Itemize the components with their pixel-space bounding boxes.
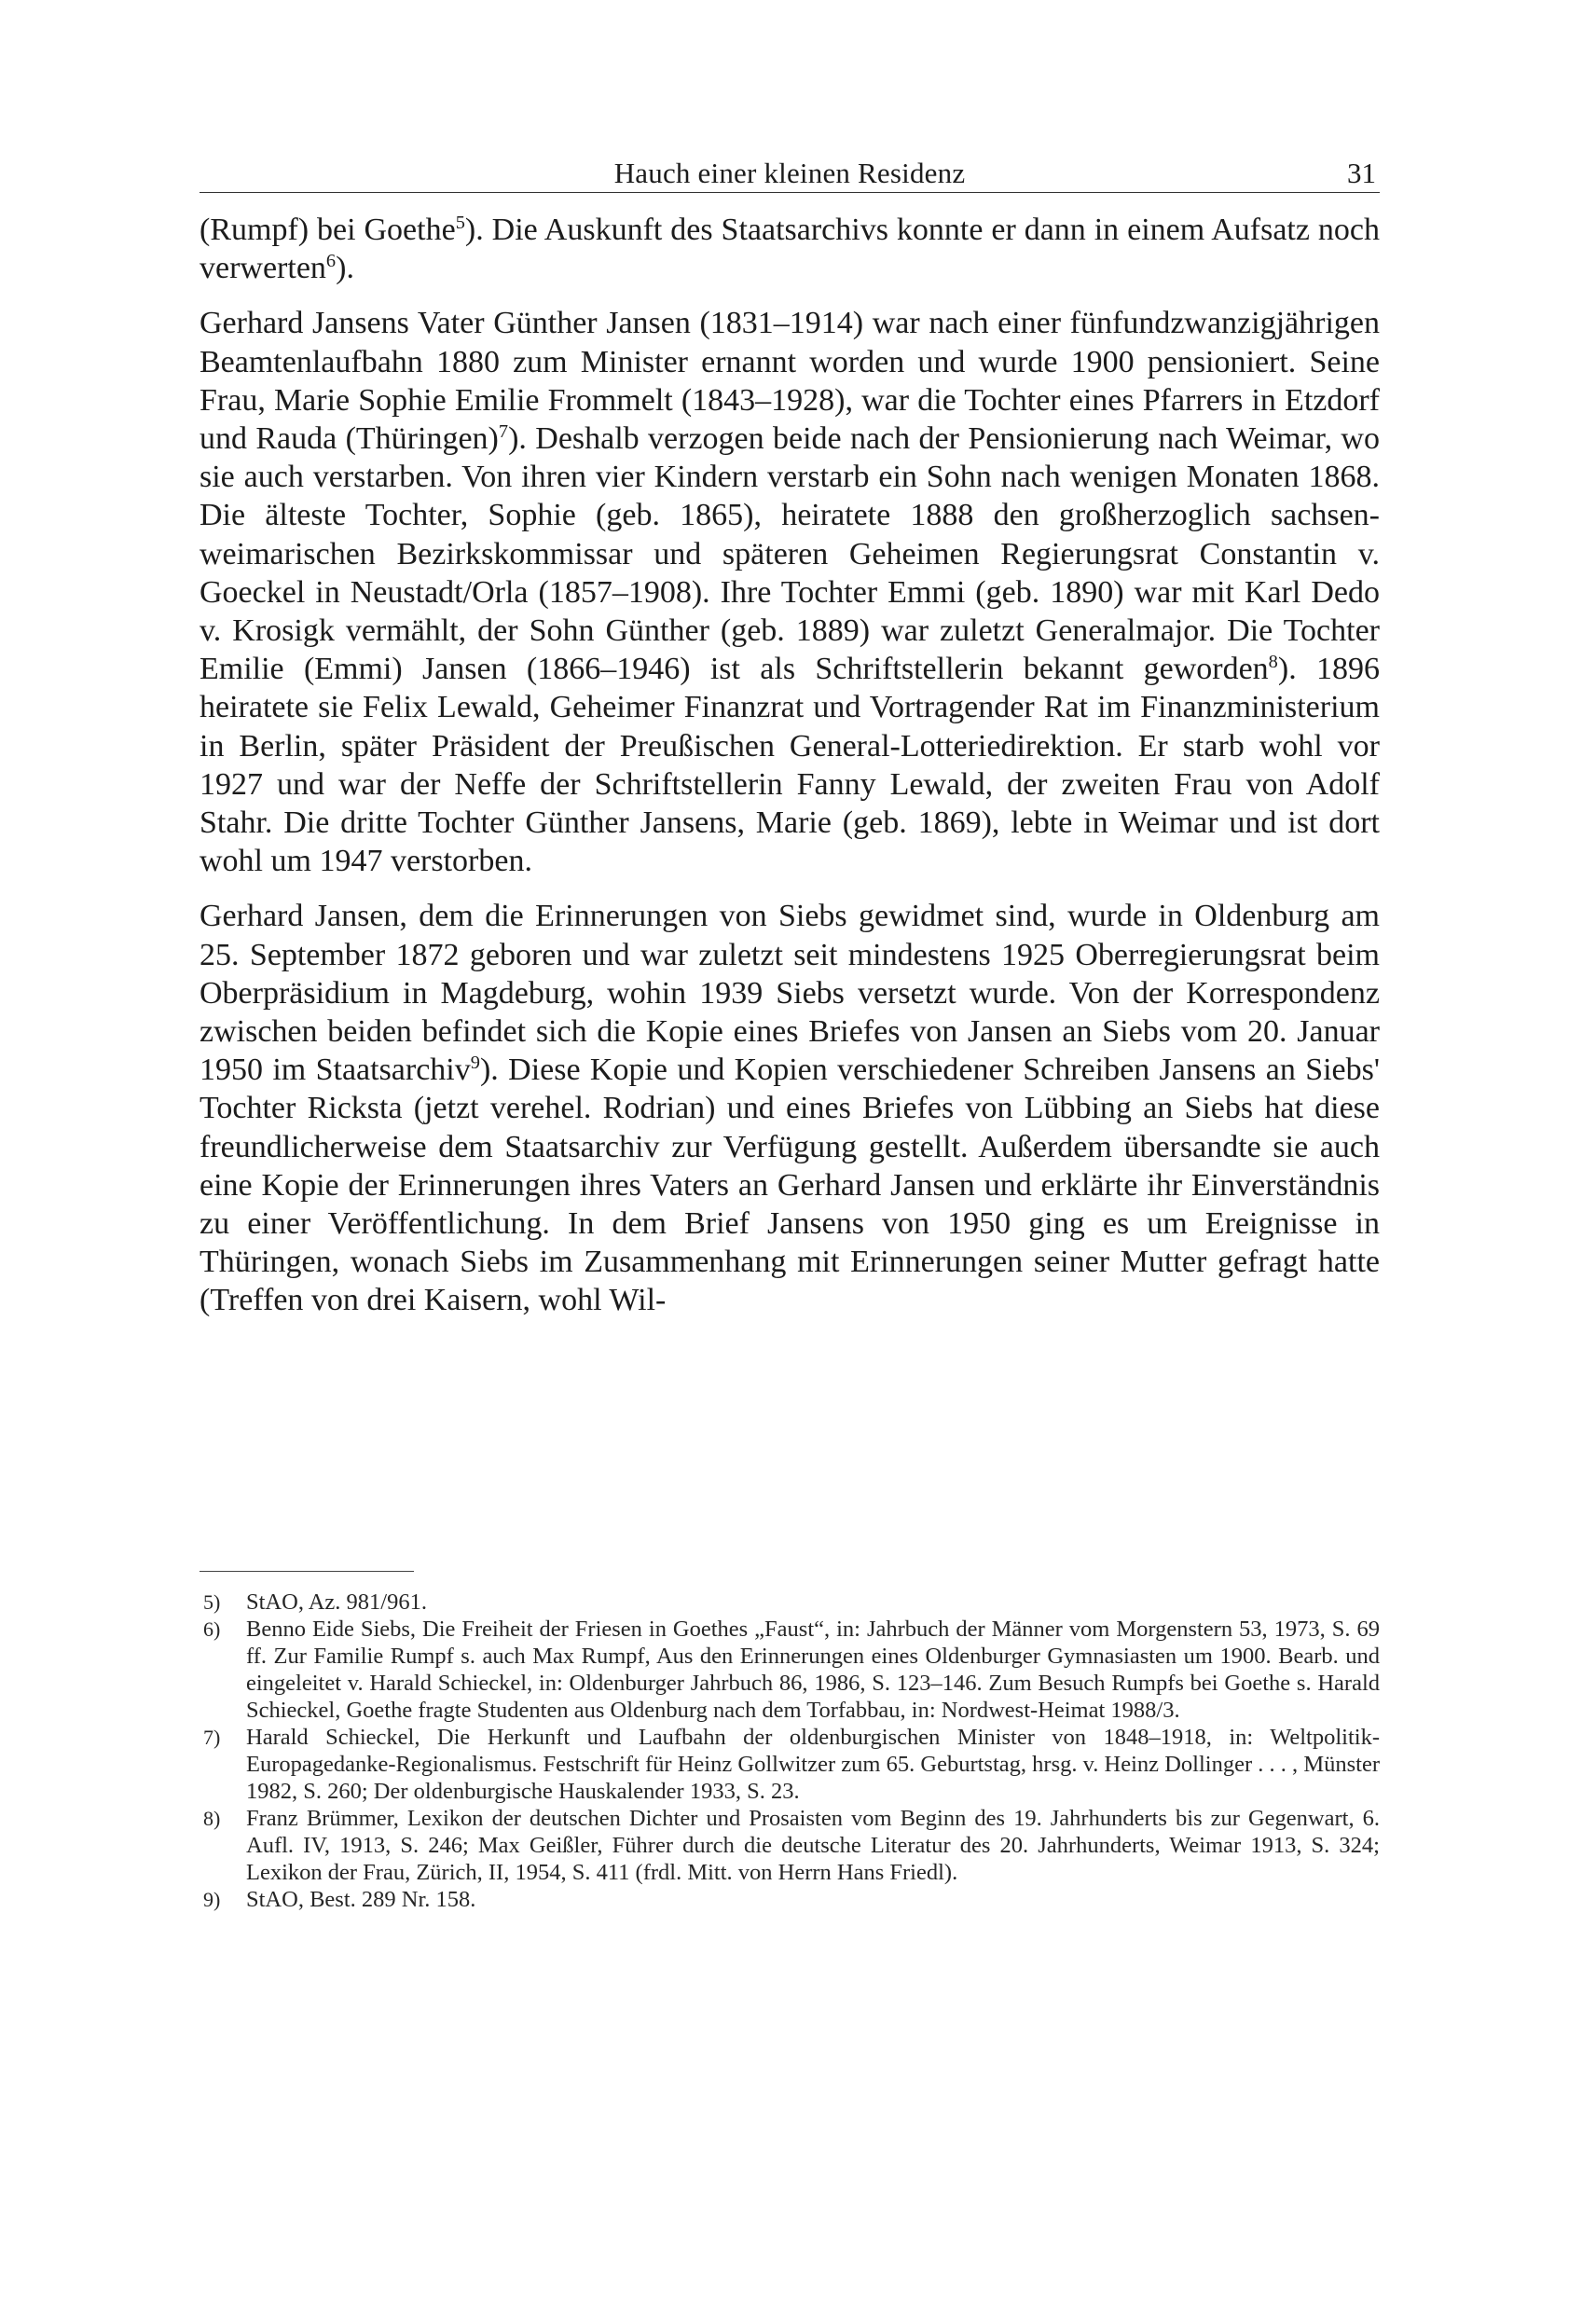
paragraph-text: ). 1896 heiratete sie Felix Lewald, Geheimer Finanzrat und Vortragender Rat im Finanzministerium in Berlin, später Präsident der Preußischen General-Lotteriedirektion. Er starb wohl vor 1927 und war der Neffe der Schriftstellerin Fanny Lewald, der zweiten Frau von Adolf Stahr. Die dritte Tochter Günther Jansens, Marie (geb. 1869), lebte in Weimar und ist dort wohl um 1947 verstorben. <box>200 652 1380 879</box>
running-header <box>200 149 1380 193</box>
footnote <box>200 1616 1380 1724</box>
paragraph-text: ). Deshalb verzogen beide nach der Pensionierung nach Weimar, wo sie auch verstarben. Von ihren vier Kindern verstarb ein Sohn nach wenigen Monaten 1868. Die älteste Tochter, Sophie (geb. 1865), heiratete 1888 den großherzoglich sachsen-weimarischen Bezirkskommissar und späteren Geheimen Regierungsrat Constantin v. Goeckel in Neustadt/Orla (1857–1908). Ihre Tochter Emmi (geb. 1890) war mit Karl Dedo v. Krosigk vermählt, der Sohn Günther (geb. 1889) war zuletzt Generalmajor. Die Tochter Emilie (Emmi) Jansen (1866–1946) ist als Schriftstellerin bekannt geworden <box>200 421 1380 687</box>
paragraph-text: ). Diese Kopie und Kopien verschiedener Schreiben Jansens an Siebs' Tochter Ricksta (jetzt verehel. Rodrian) und eines Briefes von Lübbing an Siebs hat diese freundlicherweise dem Staatsarchiv zur Verfügung gestellt. Außerdem übersandte sie auch eine Kopie der Erinnerungen ihres Vaters an Gerhard Jansen und erklärte ihr Einverständnis zu einer Veröffentlichung. In dem Brief Jansens von 1950 ging es um Ereignisse in Thüringen, wonach Siebs im Zusammenhang mit Erinnerungen seiner Mutter gefragt hatte (Treffen von drei Kaisern, wohl Wil- <box>200 1053 1381 1318</box>
footnote-text: Benno Eide Siebs, Die Freiheit der Friesen in Goethes „Faust“, in: Jahrbuch der Männer vom Morgenstern 53, 1973, S. 69 ff. Zur Familie Rumpf s. auch Max Rumpf, Aus den Erinnerungen eines Oldenburger Gymnasiasten um 1900. Bearb. und eingeleitet v. Harald Schieckel, in: Oldenburger Jahrbuch 86, 1986, S. 123–146. Zum Besuch Rumpfs bei Goethe s. Harald Schieckel, Goethe fragte Studenten aus Oldenburg nach dem Torfabbau, in: Nordwest-Heimat 1988/3. <box>246 1617 1380 1723</box>
page-number: 31 <box>1347 157 1376 189</box>
body-paragraph <box>200 304 1380 880</box>
footnote <box>200 1724 1380 1805</box>
footnote <box>200 1589 1380 1616</box>
footnote-mark: 8) <box>203 1807 221 1830</box>
footnote-reference: 5 <box>455 212 465 233</box>
footnote-reference: 8 <box>1268 652 1278 672</box>
footnotes <box>200 1589 1380 1913</box>
paragraph-text: (Rumpf) bei Goethe <box>200 213 456 247</box>
body-text <box>200 211 1380 1337</box>
paragraph-text: Gerhard Jansens Vater Günther Jansen (1831–1914) war nach einer fünfundzwanzigjährigen Beamtenlaufbahn 1880 zum Minister ernannt worden und wurde 1900 pensioniert. Seine Frau, Marie Sophie Emilie Frommelt (1843–1928), war die Tochter eines Pfarrers in Etzdorf und Rauda (Thüringen) <box>200 306 1380 457</box>
footnote-divider <box>200 1571 414 1572</box>
footnote-mark: 9) <box>203 1888 221 1911</box>
paragraph-text: ). <box>336 251 354 286</box>
footnote-text: Franz Brümmer, Lexikon der deutschen Dichter und Prosaisten vom Beginn des 19. Jahrhunderts bis zur Gegenwart, 6. Aufl. IV, 1913, S. 246; Max Geißler, Führer durch die deutsche Literatur des 20. Jahrhunderts, Weimar 1913, S. 324; Lexikon der Frau, Zürich, II, 1954, S. 411 (frdl. Mitt. von Herrn Hans Friedl). <box>246 1806 1380 1885</box>
running-title: Hauch einer kleinen Residenz <box>613 157 966 189</box>
footnote-text: StAO, Best. 289 Nr. 158. <box>246 1887 476 1912</box>
footnote-mark: 7) <box>203 1726 221 1749</box>
paragraph-text: Gerhard Jansen, dem die Erinnerungen von Siebs gewidmet sind, wurde in Oldenburg am 25. September 1872 geboren und war zuletzt seit mindestens 1925 Oberregierungsrat beim Oberpräsidium in Magdeburg, wohin 1939 Siebs versetzt wurde. Von der Korrespondenz zwischen beiden befindet sich die Kopie eines Briefes von Jansen an Siebs vom 20. Januar 1950 im Staatsarchiv <box>200 899 1380 1088</box>
footnote-reference: 6 <box>325 250 337 271</box>
footnote-reference: 7 <box>498 420 509 442</box>
footnote-mark: 5) <box>203 1590 221 1614</box>
footnote-mark: 6) <box>203 1617 221 1641</box>
footnote <box>200 1886 1380 1913</box>
paragraph-text: ). Die Auskunft des Staatsarchivs konnte er dann in einem Aufsatz noch verwerten <box>200 213 1380 286</box>
body-paragraph <box>200 897 1380 1319</box>
body-paragraph <box>200 211 1380 287</box>
footnote-reference: 9 <box>470 1053 480 1074</box>
footnote-text: Harald Schieckel, Die Herkunft und Laufbahn der oldenburgischen Minister von 1848–1918, in: Weltpolitik-Europagedanke-Regionalismus. Festschrift für Heinz Gollwitzer zum 65. Geburtstag, hrsg. v. Heinz Dollinger . . . , Münster 1982, S. 260; Der oldenburgische Hauskalender 1933, S. 23. <box>246 1725 1380 1804</box>
footnote-text: StAO, Az. 981/961. <box>246 1590 427 1615</box>
footnote <box>200 1805 1380 1886</box>
